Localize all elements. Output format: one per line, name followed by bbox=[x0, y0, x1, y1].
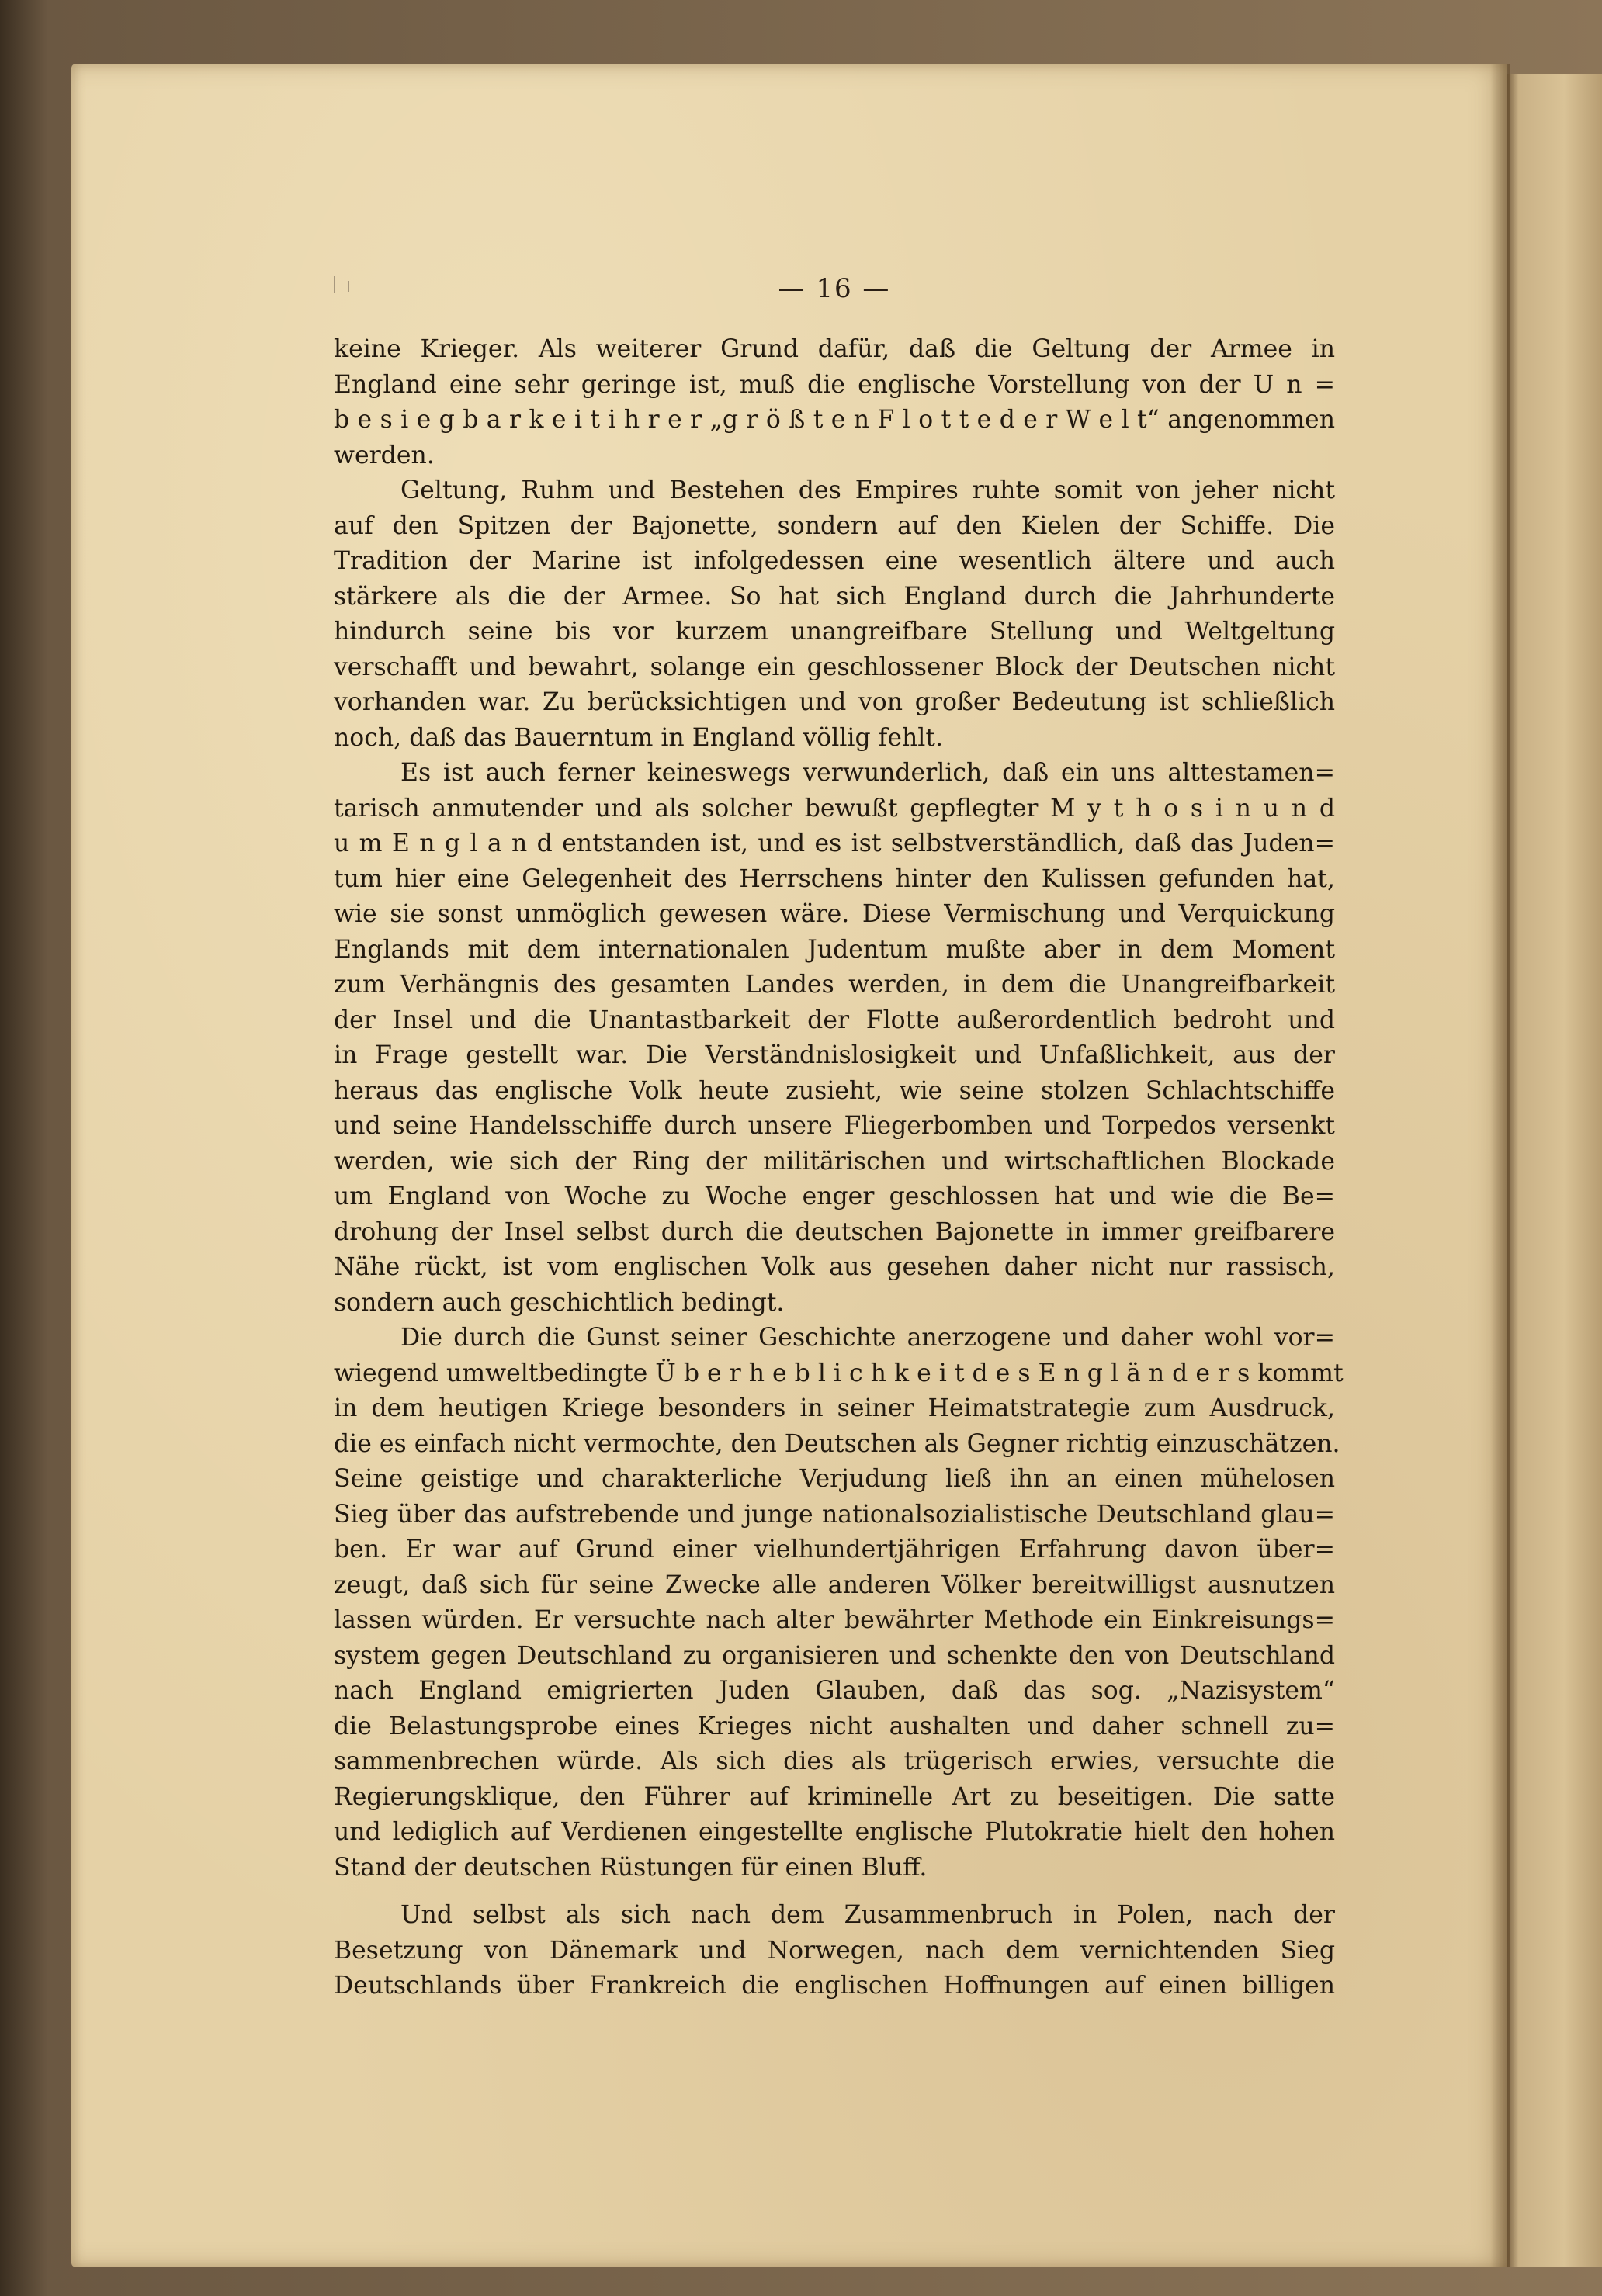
text-line: und lediglich auf Verdienen eingestellte englische Plutokratie hielt den hohen bbox=[334, 1818, 1335, 1846]
text-line: system gegen Deutschland zu organisieren und schenkte den von Deutschland bbox=[334, 1641, 1335, 1670]
text-line: Stand der deutschen Rüstungen für einen Bluff. bbox=[334, 1853, 928, 1882]
text-line: tarisch anmutender und als solcher bewußt gepflegter M y t h o s i n u n d bbox=[334, 794, 1335, 822]
text-line: stärkere als die der Armee. So hat sich England durch die Jahrhunderte bbox=[334, 582, 1335, 611]
text-line: u m E n g l a n d entstanden ist, und es ist selbstverständlich, daß das Juden= bbox=[334, 829, 1335, 857]
text-line: Besetzung von Dänemark und Norwegen, nach dem vernichtenden Sieg bbox=[334, 1936, 1335, 1965]
text-line: sammenbrechen würde. Als sich dies als trügerisch erwies, versuchte die bbox=[334, 1747, 1335, 1775]
text-line: und seine Handelsschiffe durch unsere Fliegerbomben und Torpedos versenkt bbox=[334, 1112, 1335, 1140]
text-line: werden. bbox=[334, 441, 435, 469]
text-line: Seine geistige und charakterliche Verjudung ließ ihn an einen mühelosen bbox=[334, 1465, 1335, 1493]
text-line: drohung der Insel selbst durch die deutschen Bajonette in immer greifbarere bbox=[334, 1217, 1335, 1246]
text-line: England eine sehr geringe ist, muß die englische Vorstellung von der U n = bbox=[334, 370, 1335, 399]
next-page-edge bbox=[1507, 74, 1602, 2267]
text-line: die Belastungsprobe eines Krieges nicht aushalten und daher schnell zu= bbox=[334, 1712, 1335, 1740]
text-line: Sieg über das aufstrebende und junge nationalsozialistische Deutschland glau= bbox=[334, 1500, 1335, 1529]
text-line: in dem heutigen Kriege besonders in seiner Heimatstrategie zum Ausdruck, bbox=[334, 1394, 1335, 1422]
text-line: wie sie sonst unmöglich gewesen wäre. Diese Vermischung und Verquickung bbox=[334, 900, 1335, 928]
text-line: verschafft und bewahrt, solange ein geschlossener Block der Deutschen nicht bbox=[334, 653, 1335, 681]
text-line: der Insel und die Unantastbarkeit der Flotte außerordentlich bedroht und bbox=[334, 1006, 1335, 1034]
body-text bbox=[334, 332, 1344, 2004]
text-line: Die durch die Gunst seiner Geschichte anerzogene und daher wohl vor= bbox=[400, 1324, 1335, 1352]
text-line: ben. Er war auf Grund einer vielhundertjährigen Erfahrung davon über= bbox=[334, 1536, 1335, 1564]
text-line: lassen würden. Er versuchte nach alter bewährter Methode ein Einkreisungs= bbox=[334, 1606, 1335, 1634]
text-line: sondern auch geschichtlich bedingt. bbox=[334, 1288, 785, 1317]
text-line: Tradition der Marine ist infolgedessen eine wesentlich ältere und auch bbox=[334, 547, 1335, 575]
text-line: wiegend umweltbedingte Ü b e r h e b l i c h k e i t d e s E n g l ä n d e r s kommt bbox=[334, 1359, 1344, 1387]
text-line: Und selbst als sich nach dem Zusammenbruch in Polen, nach der bbox=[400, 1901, 1335, 1929]
page-gutter-shadow bbox=[1490, 64, 1510, 2267]
text-line: Geltung, Ruhm und Bestehen des Empires ruhte somit von jeher nicht bbox=[400, 476, 1335, 504]
text-line: Regierungsklique, den Führer auf kriminelle Art zu beseitigen. Die satte bbox=[334, 1782, 1335, 1811]
text-line: Es ist auch ferner keineswegs verwunderlich, daß ein uns alttestamen= bbox=[400, 759, 1335, 787]
text-line: nach England emigrierten Juden Glauben, daß das sog. „Nazisystem“ bbox=[334, 1677, 1335, 1705]
text-line: Englands mit dem internationalen Judentum mußte aber in dem Moment bbox=[334, 935, 1335, 964]
text-line: Nähe rückt, ist vom englischen Volk aus gesehen daher nicht nur rassisch, bbox=[334, 1253, 1335, 1281]
text-line: zeugt, daß sich für seine Zwecke alle anderen Völker bereitwilligst ausnutzen bbox=[334, 1570, 1335, 1599]
text-line: heraus das englische Volk heute zusieht, wie seine stolzen Schlachtschiffe bbox=[334, 1076, 1335, 1105]
text-line: werden, wie sich der Ring der militärischen und wirtschaftlichen Blockade bbox=[334, 1147, 1335, 1176]
text-line: um England von Woche zu Woche enger geschlossen hat und wie die Be= bbox=[334, 1183, 1335, 1210]
paragraph-gap bbox=[334, 1886, 1335, 1898]
text-line: tum hier eine Gelegenheit des Herrschens hinter den Kulissen gefunden hat, bbox=[334, 864, 1335, 893]
text-line: vorhanden war. Zu berücksichtigen und von großer Bedeutung ist schließlich bbox=[334, 688, 1335, 716]
text-line: b e s i e g b a r k e i t i h r e r „g r ö ß t e n F l o t t e d e r W e l t“ angenommen bbox=[334, 406, 1335, 434]
text-line: noch, daß das Bauerntum in England völlig fehlt. bbox=[334, 723, 943, 752]
text-line: in Frage gestellt war. Die Verständnislosigkeit und Unfaßlichkeit, aus der bbox=[334, 1041, 1335, 1069]
text-line: zum Verhängnis des gesamten Landes werden, in dem die Unangreifbarkeit bbox=[334, 971, 1335, 999]
text-line: Deutschlands über Frankreich die englischen Hoffnungen auf einen billigen bbox=[334, 1972, 1335, 2000]
text-line: die es einfach nicht vermochte, den Deutschen als Gegner richtig einzuschätzen. bbox=[334, 1429, 1340, 1458]
text-line: auf den Spitzen der Bajonette, sondern auf den Kielen der Schiffe. Die bbox=[334, 511, 1335, 540]
text-line: hindurch seine bis vor kurzem unangreifbare Stellung und Weltgeltung bbox=[334, 618, 1335, 646]
page-number: — 16 — bbox=[778, 273, 891, 304]
text-line: keine Krieger. Als weiterer Grund dafür, daß die Geltung der Armee in bbox=[334, 335, 1335, 363]
